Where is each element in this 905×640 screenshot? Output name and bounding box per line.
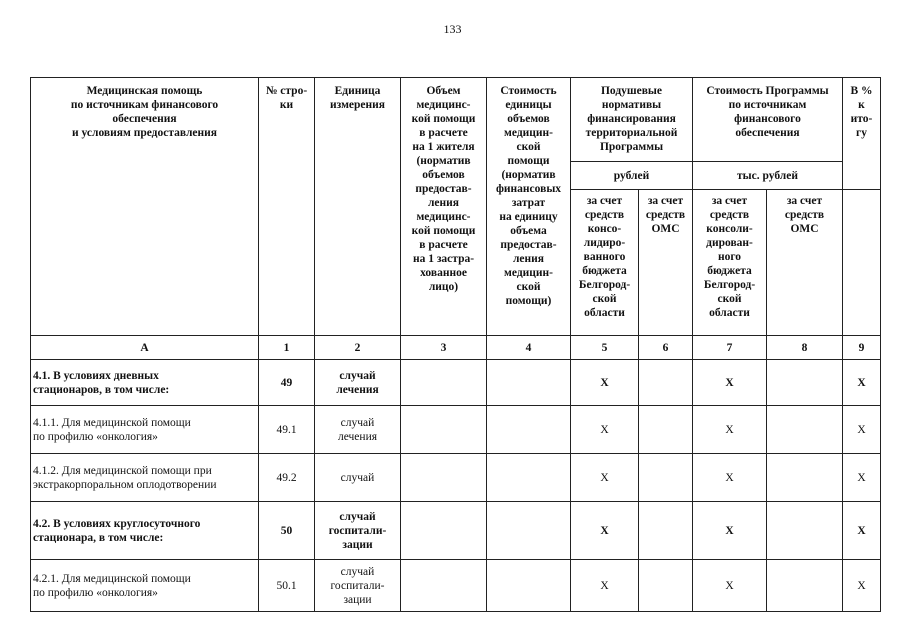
row-volume bbox=[401, 560, 487, 612]
row-name: 4.2.1. Для медицинской помощи по профилю «онкология» bbox=[31, 560, 259, 612]
table-row bbox=[31, 454, 881, 502]
header-unit-cost: Стоимость единицы объемов медицин- ской помощи (норматив финансовых затрат на единицу объема предостав- ления медицин- ской помощи) bbox=[487, 78, 571, 336]
header-regional-budget-norm: за счет средств консо- лидиро- ванного бюджета Белгород- ской области bbox=[571, 190, 639, 336]
col-number: 5 bbox=[571, 336, 639, 360]
col-number: 6 bbox=[639, 336, 693, 360]
row-name: 4.1.2. Для медицинской помощи при экстракорпоральном оплодотворении bbox=[31, 454, 259, 502]
row-unit-cost bbox=[487, 560, 571, 612]
row-unit-cost bbox=[487, 454, 571, 502]
row-regional-norm: Х bbox=[571, 502, 639, 560]
row-percent: Х bbox=[843, 360, 881, 406]
row-line-number: 50.1 bbox=[259, 560, 315, 612]
header-care-type: Медицинская помощь по источникам финансового обеспечения и условиям предоставления bbox=[31, 78, 259, 336]
table-row bbox=[31, 406, 881, 454]
row-line-number: 49.2 bbox=[259, 454, 315, 502]
header-per-capita-norms: Подушевые нормативы финансирования территориальной Программы bbox=[571, 78, 693, 162]
row-volume bbox=[401, 502, 487, 560]
header-volume: Объем медицинс- кой помощи в расчете на 1 жителя (норматив объемов предостав- ления медицинс- кой помощи в расчете на 1 застра- хованное лицо) bbox=[401, 78, 487, 336]
row-percent: Х bbox=[843, 454, 881, 502]
row-line-number: 49 bbox=[259, 360, 315, 406]
row-unit: случай госпитали- зации bbox=[315, 560, 401, 612]
col-number: 4 bbox=[487, 336, 571, 360]
row-oms-norm bbox=[639, 502, 693, 560]
header-oms-norm: за счет средств ОМС bbox=[639, 190, 693, 336]
col-number: 2 bbox=[315, 336, 401, 360]
header-unit-thousand-rubles: тыс. рублей bbox=[693, 162, 843, 190]
row-oms-norm bbox=[639, 360, 693, 406]
row-unit: случай госпитали- зации bbox=[315, 502, 401, 560]
header-unit-rubles: рублей bbox=[571, 162, 693, 190]
financing-table bbox=[30, 77, 881, 612]
row-regional-norm: Х bbox=[571, 560, 639, 612]
row-unit: случай лечения bbox=[315, 360, 401, 406]
row-line-number: 49.1 bbox=[259, 406, 315, 454]
row-line-number: 50 bbox=[259, 502, 315, 560]
row-oms-norm bbox=[639, 406, 693, 454]
row-regional-cost: Х bbox=[693, 360, 767, 406]
row-oms-norm bbox=[639, 454, 693, 502]
row-percent: Х bbox=[843, 406, 881, 454]
header-program-cost: Стоимость Программы по источникам финансового обеспечения bbox=[693, 78, 843, 162]
row-oms-cost bbox=[767, 360, 843, 406]
table-row bbox=[31, 560, 881, 612]
table-row bbox=[31, 502, 881, 560]
page-number: 133 bbox=[443, 22, 462, 36]
row-name: 4.2. В условиях круглосуточного стационара, в том числе: bbox=[31, 502, 259, 560]
row-unit-cost bbox=[487, 406, 571, 454]
header-empty-cell bbox=[843, 190, 881, 336]
row-unit: случай bbox=[315, 454, 401, 502]
header-percent-total: В % к ито- гу bbox=[843, 78, 881, 190]
col-number: А bbox=[31, 336, 259, 360]
row-unit: случай лечения bbox=[315, 406, 401, 454]
row-name: 4.1.1. Для медицинской помощи по профилю «онкология» bbox=[31, 406, 259, 454]
header-regional-budget-cost: за счет средств консоли- дирован- ного бюджета Белгород- ской области bbox=[693, 190, 767, 336]
row-volume bbox=[401, 454, 487, 502]
row-oms-cost bbox=[767, 454, 843, 502]
row-regional-norm: Х bbox=[571, 360, 639, 406]
row-percent: Х bbox=[843, 560, 881, 612]
row-regional-cost: Х bbox=[693, 560, 767, 612]
header-oms-cost: за счет средств ОМС bbox=[767, 190, 843, 336]
row-regional-cost: Х bbox=[693, 454, 767, 502]
header-unit: Единица измерения bbox=[315, 78, 401, 336]
row-regional-cost: Х bbox=[693, 502, 767, 560]
row-volume bbox=[401, 360, 487, 406]
table-row bbox=[31, 360, 881, 406]
column-number-row bbox=[31, 336, 881, 360]
row-oms-cost bbox=[767, 560, 843, 612]
col-number: 7 bbox=[693, 336, 767, 360]
row-unit-cost bbox=[487, 360, 571, 406]
row-regional-norm: Х bbox=[571, 454, 639, 502]
row-unit-cost bbox=[487, 502, 571, 560]
row-name: 4.1. В условиях дневных стационаров, в том числе: bbox=[31, 360, 259, 406]
row-regional-cost: Х bbox=[693, 406, 767, 454]
row-regional-norm: Х bbox=[571, 406, 639, 454]
row-percent: Х bbox=[843, 502, 881, 560]
header-line-number: № стро- ки bbox=[259, 78, 315, 336]
row-oms-cost bbox=[767, 502, 843, 560]
row-oms-norm bbox=[639, 560, 693, 612]
col-number: 3 bbox=[401, 336, 487, 360]
col-number: 9 bbox=[843, 336, 881, 360]
row-oms-cost bbox=[767, 406, 843, 454]
col-number: 1 bbox=[259, 336, 315, 360]
col-number: 8 bbox=[767, 336, 843, 360]
row-volume bbox=[401, 406, 487, 454]
